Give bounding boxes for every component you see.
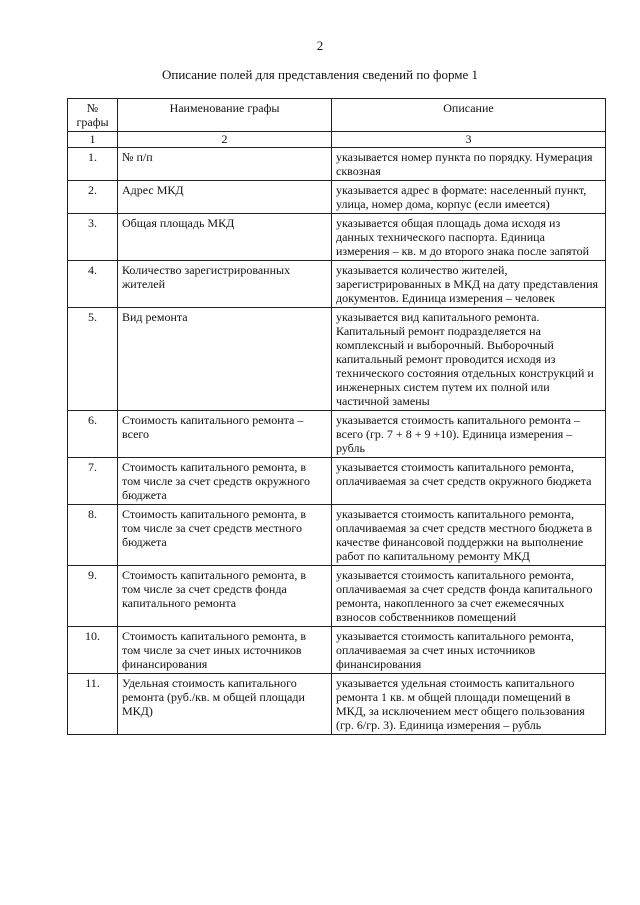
header-column-number: № графы [68,99,118,132]
row-field-name: Вид ремонта [118,308,332,411]
row-description: указывается вид капитального ремонта. Капитальный ремонт подразделяется на комплексный и выборочный. Выборочный капитальный ремонт проводится исходя из технического состояния отдельных конструкций и инженерных систем путем их полной или частичной замены [332,308,606,411]
row-field-name: Стоимость капитального ремонта, в том числе за счет средств фонда капитального ремонта [118,566,332,627]
table-row [68,674,606,735]
row-field-name: № п/п [118,148,332,181]
row-description: указывается стоимость капитального ремонта, оплачиваемая за счет иных источников финансирования [332,627,606,674]
page-number: 2 [316,38,324,53]
row-number: 3. [68,214,118,261]
row-description: указывается адрес в формате: населенный пункт, улица, номер дома, корпус (если имеется) [332,181,606,214]
row-field-name: Удельная стоимость капитального ремонта (руб./кв. м общей площади МКД) [118,674,332,735]
column-number-3: 3 [332,132,606,148]
table-row [68,458,606,505]
row-field-name: Количество зарегистрированных жителей [118,261,332,308]
row-description: указывается стоимость капитального ремонта, оплачиваемая за счет средств окружного бюджета [332,458,606,505]
table-row [68,566,606,627]
header-column-name: Наименование графы [118,99,332,132]
row-number: 7. [68,458,118,505]
column-number-1: 1 [68,132,118,148]
document-title: Описание полей для представления сведений по форме 1 [161,67,479,82]
row-field-name: Общая площадь МКД [118,214,332,261]
table-row [68,505,606,566]
row-description: указывается количество жителей, зарегистрированных в МКД на дату представления документов. Единица измерения – человек [332,261,606,308]
column-number-2: 2 [118,132,332,148]
row-number: 10. [68,627,118,674]
column-numbers-row [68,132,606,148]
row-number: 11. [68,674,118,735]
row-field-name: Стоимость капитального ремонта, в том числе за счет иных источников финансирования [118,627,332,674]
row-field-name: Адрес МКД [118,181,332,214]
fields-table [67,98,606,735]
table-row [68,148,606,181]
row-description: указывается стоимость капитального ремонта, оплачиваемая за счет средств местного бюджета в качестве финансовой поддержки на выполнение работ по капитальному ремонту МКД [332,505,606,566]
table-row [68,308,606,411]
row-description: указывается стоимость капитального ремонта, оплачиваемая за счет средств фонда капитального ремонта, накопленного за счет ежемесячных взносов собственников помещений [332,566,606,627]
table-row [68,261,606,308]
row-number: 1. [68,148,118,181]
row-description: указывается удельная стоимость капитального ремонта 1 кв. м общей площади помещений в МКД, за исключением мест общего пользования (гр. 6/гр. 3). Единица измерения – рубль [332,674,606,735]
row-number: 2. [68,181,118,214]
row-description: указывается общая площадь дома исходя из данных технического паспорта. Единица измерения – кв. м до второго знака после запятой [332,214,606,261]
table-row [68,627,606,674]
table-row [68,411,606,458]
row-field-name: Стоимость капитального ремонта, в том числе за счет средств окружного бюджета [118,458,332,505]
row-field-name: Стоимость капитального ремонта, в том числе за счет средств местного бюджета [118,505,332,566]
row-number: 5. [68,308,118,411]
row-number: 4. [68,261,118,308]
row-field-name: Стоимость капитального ремонта – всего [118,411,332,458]
row-description: указывается стоимость капитального ремонта – всего (гр. 7 + 8 + 9 +10). Единица измерения – рубль [332,411,606,458]
row-number: 9. [68,566,118,627]
row-description: указывается номер пункта по порядку. Нумерация сквозная [332,148,606,181]
header-description: Описание [332,99,606,132]
table-row [68,181,606,214]
row-number: 6. [68,411,118,458]
row-number: 8. [68,505,118,566]
table-header-row [68,99,606,132]
table-row [68,214,606,261]
